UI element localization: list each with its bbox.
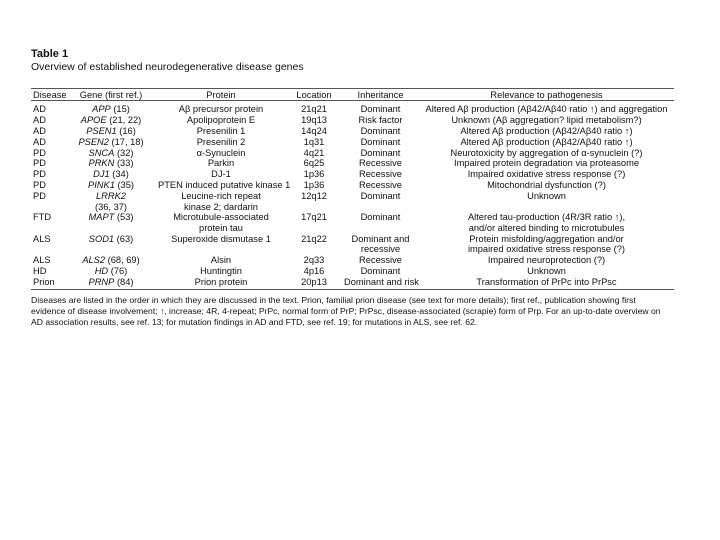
cell-protein <box>156 114 286 125</box>
header-protein: Protein <box>206 90 236 100</box>
table-row <box>31 136 674 147</box>
relevance-text: Neurotoxicity by aggregation of α-synuclein (?) <box>450 147 643 158</box>
cell-location: 20p13 <box>301 276 327 287</box>
cell-gene <box>66 180 156 191</box>
gene-ref: (33) <box>114 158 134 169</box>
cell-location: 17q21 <box>301 212 327 223</box>
relevance-text: Altered Aβ production (Aβ42/Aβ40 ratio ↑) <box>460 125 633 136</box>
relevance-text: Impaired oxidative stress response (?) <box>467 169 626 180</box>
table-row <box>31 169 674 180</box>
table-caption: Overview of established neurodegenerative disease genes <box>31 61 304 73</box>
cell-gene <box>66 103 156 114</box>
gene-symbol: LRRK2 <box>96 191 126 202</box>
table-row <box>31 103 674 114</box>
cell-relevance <box>419 125 674 136</box>
cell-gene <box>66 276 156 287</box>
cell-relevance <box>419 147 674 158</box>
relevance-text: Altered Aβ production (Aβ42/Aβ40 ratio ↑) and aggregation <box>425 103 668 114</box>
relevance-text: Unknown <box>527 191 566 202</box>
relevance-text: Altered Aβ production (Aβ42/Aβ40 ratio ↑) <box>460 136 633 147</box>
inheritance-text: Dominant <box>360 266 401 276</box>
cell-relevance <box>419 266 674 277</box>
gene-symbol: PSEN2 <box>78 136 109 147</box>
relevance-text: and/or altered binding to microtubules <box>468 222 625 233</box>
bottom-rule <box>31 289 674 290</box>
gene-symbol: APP <box>92 103 111 114</box>
protein-text: Presenilin 1 <box>196 125 246 136</box>
relevance-text: Impaired neuroprotection (?) <box>487 255 606 266</box>
cell-protein <box>156 255 286 266</box>
cell-gene <box>66 125 156 136</box>
inheritance-text: Dominant <box>360 147 401 158</box>
cell-gene <box>66 233 156 254</box>
cell-protein <box>156 212 286 233</box>
inheritance-text: Risk factor <box>358 114 403 125</box>
cell-location: 4q21 <box>303 147 325 158</box>
table-body <box>31 101 674 287</box>
gene-ref: (68, 69) <box>105 255 140 266</box>
protein-text: kinase 2; dardarin <box>184 201 258 212</box>
gene-ref: (84) <box>114 276 134 287</box>
cell-inheritance <box>342 169 419 180</box>
cell-gene <box>66 114 156 125</box>
cell-disease: ALS <box>33 233 51 244</box>
inheritance-text: Dominant <box>360 136 401 147</box>
inheritance-text: Dominant and <box>351 233 410 244</box>
cell-gene <box>66 158 156 169</box>
table-footnote: Diseases are listed in the order in which they are discussed in the text. Prion, familial prion disease (see text for more details); first ref., publication showing first evidence of disease involvement; ↑, increase; 4R, 4-repeat; PrPc, normal form of PrP; PrPsc, disease-associated (scrapie) form of Prp. For an up-to-date overview on AD association results, see ref. 13; for mutation findings in AD and FTD, see ref. 19; for mutations in ALS, see ref. 62. <box>31 295 661 327</box>
cell-inheritance <box>342 125 419 136</box>
protein-text: Prion protein <box>194 276 248 287</box>
relevance-text: Transformation of PrPc into PrPsc <box>476 276 617 287</box>
gene-symbol: SNCA <box>88 147 115 158</box>
cell-inheritance <box>342 266 419 277</box>
cell-disease: PD <box>33 169 46 180</box>
table-row <box>31 147 674 158</box>
table-row <box>31 191 674 212</box>
relevance-text: Unknown (Aβ aggregation? lipid metabolism?) <box>451 114 642 125</box>
protein-text: Presenilin 2 <box>196 136 246 147</box>
cell-inheritance <box>342 158 419 169</box>
protein-text: DJ-1 <box>211 169 231 180</box>
cell-protein <box>156 147 286 158</box>
gene-ref: (36, 37) <box>94 201 128 212</box>
inheritance-text: Recessive <box>359 255 402 266</box>
gene-ref: (34) <box>109 169 129 180</box>
cell-location: 1p36 <box>303 169 325 180</box>
cell-relevance <box>419 233 674 254</box>
cell-inheritance <box>342 147 419 158</box>
cell-disease: AD <box>33 125 46 136</box>
cell-protein <box>156 266 286 277</box>
gene-ref: (15) <box>110 103 130 114</box>
cell-relevance <box>419 255 674 266</box>
header-relevance: Relevance to pathogenesis <box>490 90 603 100</box>
gene-symbol: PSEN1 <box>86 125 117 136</box>
cell-relevance <box>419 191 674 212</box>
relevance-text: Protein misfolding/aggregation and/or <box>469 233 624 244</box>
table-row <box>31 276 674 287</box>
disease-genes-table <box>31 90 674 287</box>
header-disease: Disease <box>33 90 67 100</box>
cell-inheritance <box>342 255 419 266</box>
table-row <box>31 266 674 277</box>
cell-location: 1q31 <box>303 136 325 147</box>
cell-protein <box>156 191 286 212</box>
cell-protein <box>156 276 286 287</box>
gene-symbol: MAPT <box>88 212 115 223</box>
cell-disease: AD <box>33 114 46 125</box>
cell-protein <box>156 136 286 147</box>
inheritance-text: Dominant <box>360 191 401 202</box>
protein-text: Apolipoprotein E <box>186 114 256 125</box>
inheritance-text: Dominant and risk <box>344 276 419 287</box>
cell-disease: AD <box>33 136 46 147</box>
gene-ref: (76) <box>108 266 128 276</box>
cell-inheritance <box>342 114 419 125</box>
cell-protein <box>156 158 286 169</box>
cell-location: 2q33 <box>303 255 325 266</box>
cell-inheritance <box>342 276 419 287</box>
protein-text: Leucine-rich repeat <box>181 191 261 202</box>
gene-symbol: PINK1 <box>88 180 115 191</box>
gene-ref: (32) <box>114 147 134 158</box>
gene-ref: (35) <box>114 180 134 191</box>
inheritance-text: Recessive <box>359 158 402 169</box>
header-inheritance: Inheritance <box>357 90 404 100</box>
table-row <box>31 233 674 254</box>
header-gene: Gene (first ref.) <box>79 90 143 100</box>
inheritance-text: Dominant <box>360 212 401 223</box>
cell-relevance <box>419 276 674 287</box>
relevance-text: impaired oxidative stress response (?) <box>467 244 626 255</box>
gene-ref: (16) <box>116 125 136 136</box>
cell-protein <box>156 180 291 191</box>
header-location: Location <box>296 90 332 100</box>
cell-location: 6q25 <box>303 158 325 169</box>
cell-gene <box>66 266 156 277</box>
cell-relevance <box>419 136 674 147</box>
protein-text: Superoxide dismutase 1 <box>171 233 271 244</box>
cell-inheritance <box>342 212 419 233</box>
cell-location: 1p36 <box>303 180 325 191</box>
table-row <box>31 114 674 125</box>
cell-disease: PD <box>33 191 46 202</box>
protein-text: Aβ precursor protein <box>178 103 264 114</box>
table-row <box>31 158 674 169</box>
inheritance-text: Recessive <box>359 180 402 191</box>
protein-text: Alsin <box>210 255 232 266</box>
relevance-text: Unknown <box>527 266 566 276</box>
gene-symbol: ALS2 <box>82 255 106 266</box>
cell-disease: PD <box>33 158 46 169</box>
protein-text: Microtubule-associated <box>173 212 269 223</box>
table-row <box>31 212 674 233</box>
cell-gene <box>66 136 156 147</box>
relevance-text: Impaired protein degradation via proteasome <box>453 158 640 169</box>
gene-symbol: PRKN <box>88 158 115 169</box>
cell-relevance <box>419 103 674 114</box>
cell-disease: ALS <box>33 255 51 266</box>
gene-symbol: APOE <box>80 114 107 125</box>
table-label: Table 1 <box>31 48 69 60</box>
cell-gene <box>66 191 156 212</box>
gene-ref: (53) <box>114 212 134 223</box>
cell-relevance <box>419 158 674 169</box>
cell-disease: HD <box>33 266 47 276</box>
relevance-text: Altered tau-production (4R/3R ratio ↑), <box>467 212 626 223</box>
cell-inheritance <box>342 136 419 147</box>
gene-ref: (63) <box>114 233 134 244</box>
inheritance-text: Recessive <box>359 169 402 180</box>
cell-disease: PD <box>33 180 46 191</box>
cell-relevance <box>419 114 674 125</box>
gene-ref: (21, 22) <box>106 114 142 125</box>
gene-ref: (17, 18) <box>108 136 144 147</box>
cell-location: 4p16 <box>303 266 325 276</box>
cell-location: 21q22 <box>301 233 327 244</box>
cell-inheritance <box>342 191 419 212</box>
relevance-text: Mitochondrial dysfunction (?) <box>487 180 606 191</box>
cell-location: 12q12 <box>301 191 327 202</box>
cell-inheritance <box>342 180 419 191</box>
gene-symbol: SOD1 <box>88 233 115 244</box>
header-row <box>31 90 674 101</box>
cell-gene <box>66 147 156 158</box>
cell-location: 14q24 <box>301 125 327 136</box>
protein-text: PTEN induced putative kinase 1 <box>158 180 291 191</box>
cell-disease: FTD <box>33 212 52 223</box>
cell-relevance <box>419 180 674 191</box>
protein-text: α-Synuclein <box>196 147 246 158</box>
cell-protein <box>156 103 286 114</box>
protein-text: Parkin <box>207 158 235 169</box>
inheritance-text: Dominant <box>360 103 401 114</box>
cell-protein <box>156 125 286 136</box>
cell-relevance <box>419 212 674 233</box>
table-row <box>31 125 674 136</box>
cell-protein <box>156 233 286 254</box>
protein-text: protein tau <box>199 222 243 233</box>
cell-inheritance <box>342 103 419 114</box>
cell-disease: Prion <box>33 276 55 287</box>
inheritance-text: Dominant <box>360 125 401 136</box>
gene-symbol: PRNP <box>88 276 115 287</box>
cell-gene <box>66 169 156 180</box>
cell-location: 19q13 <box>301 114 327 125</box>
gene-symbol: DJ1 <box>93 169 110 180</box>
cell-disease: PD <box>33 147 46 158</box>
gene-symbol: HD <box>94 266 109 276</box>
cell-protein <box>156 169 286 180</box>
cell-gene <box>66 212 156 233</box>
protein-text: Huntingtin <box>200 266 242 276</box>
cell-location: 21q21 <box>301 103 327 114</box>
cell-gene <box>66 255 156 266</box>
table-container <box>31 48 674 327</box>
table-row <box>31 255 674 266</box>
top-rule <box>31 88 674 89</box>
table-row <box>31 180 674 191</box>
cell-disease: AD <box>33 103 46 114</box>
cell-inheritance <box>342 233 419 254</box>
cell-relevance <box>419 169 674 180</box>
inheritance-text: recessive <box>360 244 401 255</box>
